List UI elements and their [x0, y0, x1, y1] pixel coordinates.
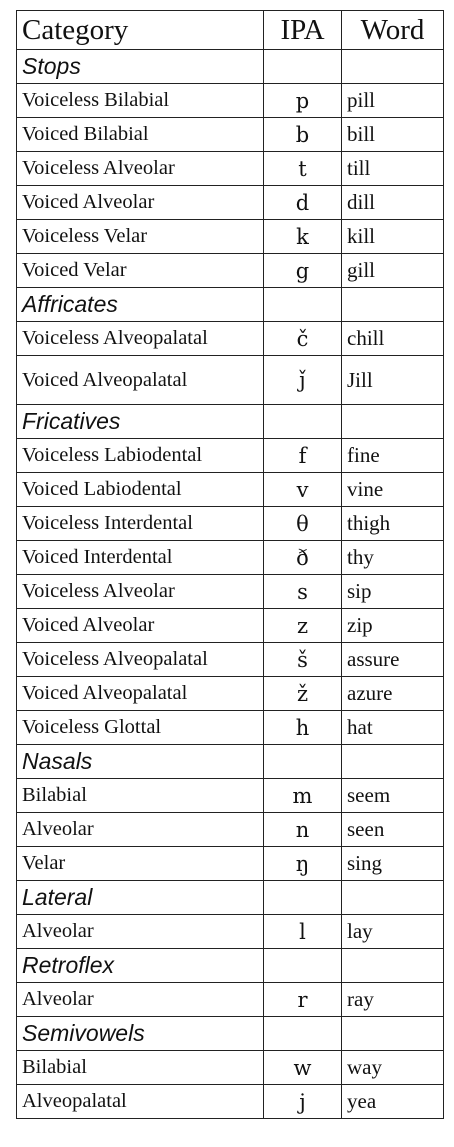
- word-cell: thigh: [342, 507, 444, 541]
- empty-cell: [264, 405, 342, 439]
- header-row: [17, 11, 444, 50]
- category-row: [17, 1017, 444, 1051]
- ipa-cell: š: [264, 643, 342, 677]
- category-row: [17, 949, 444, 983]
- empty-cell: [264, 881, 342, 915]
- table-row: [17, 118, 444, 152]
- empty-cell: [342, 881, 444, 915]
- ipa-cell: v: [264, 473, 342, 507]
- table-row: [17, 643, 444, 677]
- word-cell: way: [342, 1051, 444, 1085]
- word-cell: seen: [342, 813, 444, 847]
- table-row: [17, 186, 444, 220]
- ipa-cell: g: [264, 254, 342, 288]
- table-row: [17, 711, 444, 745]
- category-label: Nasals: [17, 745, 264, 779]
- ipa-cell: s: [264, 575, 342, 609]
- word-cell: chill: [342, 322, 444, 356]
- table-row: [17, 677, 444, 711]
- ipa-cell: r: [264, 983, 342, 1017]
- feature-cell: Voiceless Alveolar: [17, 575, 264, 609]
- ipa-cell: ŋ: [264, 847, 342, 881]
- ipa-cell: n: [264, 813, 342, 847]
- word-cell: bill: [342, 118, 444, 152]
- feature-cell: Voiceless Alveopalatal: [17, 643, 264, 677]
- word-cell: ray: [342, 983, 444, 1017]
- ipa-cell: m: [264, 779, 342, 813]
- empty-cell: [342, 949, 444, 983]
- word-cell: vine: [342, 473, 444, 507]
- feature-cell: Voiceless Labiodental: [17, 439, 264, 473]
- empty-cell: [342, 50, 444, 84]
- feature-cell: Alveolar: [17, 915, 264, 949]
- ipa-cell: l: [264, 915, 342, 949]
- table-row: [17, 1085, 444, 1119]
- feature-cell: Voiced Velar: [17, 254, 264, 288]
- ipa-cell: t: [264, 152, 342, 186]
- empty-cell: [264, 288, 342, 322]
- header-category: Category: [17, 11, 264, 50]
- table-row: [17, 915, 444, 949]
- table-body: [17, 50, 444, 1119]
- feature-cell: Voiceless Alveolar: [17, 152, 264, 186]
- empty-cell: [342, 288, 444, 322]
- category-row: [17, 405, 444, 439]
- category-row: [17, 745, 444, 779]
- table-row: [17, 507, 444, 541]
- table-row: [17, 322, 444, 356]
- feature-cell: Alveopalatal: [17, 1085, 264, 1119]
- category-label: Lateral: [17, 881, 264, 915]
- ipa-cell: ð: [264, 541, 342, 575]
- table-row: [17, 779, 444, 813]
- feature-cell: Voiced Alveopalatal: [17, 677, 264, 711]
- header-ipa: IPA: [264, 11, 342, 50]
- ipa-cell: f: [264, 439, 342, 473]
- feature-cell: Bilabial: [17, 779, 264, 813]
- feature-cell: Voiceless Glottal: [17, 711, 264, 745]
- table-row: [17, 1051, 444, 1085]
- word-cell: seem: [342, 779, 444, 813]
- feature-cell: Voiced Interdental: [17, 541, 264, 575]
- ipa-cell: θ: [264, 507, 342, 541]
- word-cell: Jill: [342, 356, 444, 405]
- category-label: Retroflex: [17, 949, 264, 983]
- feature-cell: Bilabial: [17, 1051, 264, 1085]
- word-cell: hat: [342, 711, 444, 745]
- consonant-table: [16, 10, 444, 1119]
- word-cell: sing: [342, 847, 444, 881]
- feature-cell: Voiced Bilabial: [17, 118, 264, 152]
- feature-cell: Voiceless Alveopalatal: [17, 322, 264, 356]
- category-label: Affricates: [17, 288, 264, 322]
- word-cell: fine: [342, 439, 444, 473]
- table-row: [17, 473, 444, 507]
- table-row: [17, 254, 444, 288]
- header-word: Word: [342, 11, 444, 50]
- ipa-cell: z: [264, 609, 342, 643]
- feature-cell: Voiceless Velar: [17, 220, 264, 254]
- table-row: [17, 356, 444, 405]
- feature-cell: Alveolar: [17, 983, 264, 1017]
- word-cell: till: [342, 152, 444, 186]
- feature-cell: Velar: [17, 847, 264, 881]
- empty-cell: [342, 1017, 444, 1051]
- empty-cell: [264, 745, 342, 779]
- word-cell: lay: [342, 915, 444, 949]
- ipa-cell: ž: [264, 677, 342, 711]
- ipa-cell: w: [264, 1051, 342, 1085]
- table-row: [17, 575, 444, 609]
- empty-cell: [342, 405, 444, 439]
- table-row: [17, 813, 444, 847]
- feature-cell: Voiceless Interdental: [17, 507, 264, 541]
- ipa-cell: d: [264, 186, 342, 220]
- empty-cell: [264, 949, 342, 983]
- category-label: Fricatives: [17, 405, 264, 439]
- ipa-cell: k: [264, 220, 342, 254]
- table-row: [17, 983, 444, 1017]
- ipa-cell: j: [264, 1085, 342, 1119]
- ipa-cell: b: [264, 118, 342, 152]
- category-row: [17, 288, 444, 322]
- category-label: Stops: [17, 50, 264, 84]
- table-row: [17, 152, 444, 186]
- feature-cell: Voiced Alveopalatal: [17, 356, 264, 405]
- category-row: [17, 50, 444, 84]
- word-cell: sip: [342, 575, 444, 609]
- category-label: Semivowels: [17, 1017, 264, 1051]
- word-cell: azure: [342, 677, 444, 711]
- word-cell: gill: [342, 254, 444, 288]
- ipa-cell: p: [264, 84, 342, 118]
- feature-cell: Alveolar: [17, 813, 264, 847]
- feature-cell: Voiced Alveolar: [17, 609, 264, 643]
- word-cell: pill: [342, 84, 444, 118]
- empty-cell: [342, 745, 444, 779]
- table-row: [17, 609, 444, 643]
- category-row: [17, 881, 444, 915]
- word-cell: yea: [342, 1085, 444, 1119]
- word-cell: dill: [342, 186, 444, 220]
- table-row: [17, 847, 444, 881]
- table-row: [17, 220, 444, 254]
- table-row: [17, 541, 444, 575]
- empty-cell: [264, 1017, 342, 1051]
- word-cell: assure: [342, 643, 444, 677]
- table-row: [17, 439, 444, 473]
- table-row: [17, 84, 444, 118]
- ipa-cell: h: [264, 711, 342, 745]
- feature-cell: Voiceless Bilabial: [17, 84, 264, 118]
- word-cell: thy: [342, 541, 444, 575]
- empty-cell: [264, 50, 342, 84]
- word-cell: zip: [342, 609, 444, 643]
- feature-cell: Voiced Alveolar: [17, 186, 264, 220]
- feature-cell: Voiced Labiodental: [17, 473, 264, 507]
- ipa-cell: č: [264, 322, 342, 356]
- word-cell: kill: [342, 220, 444, 254]
- ipa-cell: ǰ: [264, 356, 342, 405]
